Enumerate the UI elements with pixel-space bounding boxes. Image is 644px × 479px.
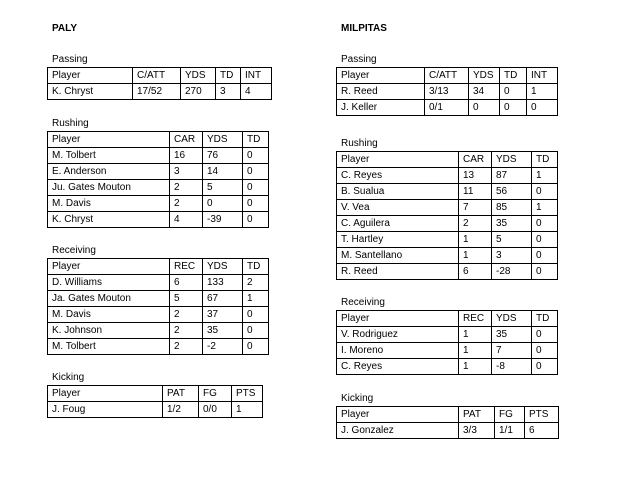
table-cell: 1 [532,200,558,216]
table-cell: 1 [232,402,263,418]
table-cell: -2 [203,339,243,355]
paly-title: PALY [52,23,78,34]
table-cell: 270 [181,84,216,100]
table-cell: 17/52 [133,84,181,100]
table-cell: 2 [243,275,269,291]
table-cell: 1 [459,327,492,343]
column-header: PAT [459,407,495,423]
table-cell: Ju. Gates Mouton [48,180,170,196]
table-row [337,232,558,248]
table-cell: 6 [170,275,203,291]
table-cell: 1/1 [495,423,525,439]
column-header: Player [337,152,459,168]
table-cell: 6 [525,423,559,439]
table-cell: R. Reed [337,84,425,100]
table-cell: -28 [492,264,532,280]
table-header-row [337,68,558,84]
table-cell: 0 [532,216,558,232]
table-cell: 0 [243,196,269,212]
table-header-row [337,311,558,327]
table-cell: 0 [532,327,558,343]
paly-receiving-title: Receiving [52,245,96,256]
table-cell: 0 [532,184,558,200]
table-cell: M. Santellano [337,248,459,264]
milpitas-passing-title: Passing [341,54,377,65]
table-cell: 2 [170,323,203,339]
table-cell: D. Williams [48,275,170,291]
table-cell: 2 [170,339,203,355]
column-header: TD [532,311,558,327]
table-row [48,212,269,228]
table-cell: 1 [459,248,492,264]
table-cell: 16 [170,148,203,164]
table-row [48,196,269,212]
column-header: TD [532,152,558,168]
table-cell: 11 [459,184,492,200]
table-row [337,84,558,100]
column-header: Player [48,68,133,84]
table-row [48,275,269,291]
table-cell: 1 [459,232,492,248]
table-cell: 0 [243,323,269,339]
table-cell: 34 [469,84,500,100]
table-row [48,180,269,196]
column-header: CAR [459,152,492,168]
paly-receiving-table [47,258,269,355]
table-header-row [48,68,272,84]
column-header: Player [48,386,163,402]
table-cell: M. Tolbert [48,339,170,355]
column-header: YDS [181,68,216,84]
column-header: FG [495,407,525,423]
table-cell: -8 [492,359,532,375]
milpitas-passing-table [336,67,558,116]
table-cell: 0 [243,307,269,323]
table-cell: 1 [459,343,492,359]
table-cell: 0/1 [425,100,469,116]
table-row [48,402,263,418]
column-header: REC [170,259,203,275]
table-cell: 76 [203,148,243,164]
table-cell: M. Tolbert [48,148,170,164]
table-row [48,164,269,180]
table-cell: C. Aguilera [337,216,459,232]
table-row [337,327,558,343]
table-cell: 1 [243,291,269,307]
table-cell: M. Davis [48,196,170,212]
table-cell: J. Keller [337,100,425,116]
table-cell: 3 [216,84,241,100]
table-row [48,84,272,100]
table-cell: I. Moreno [337,343,459,359]
table-cell: -39 [203,212,243,228]
table-cell: 6 [459,264,492,280]
column-header: Player [48,259,170,275]
table-row [337,216,558,232]
table-row [337,359,558,375]
table-cell: 0 [527,100,558,116]
table-cell: 5 [203,180,243,196]
milpitas-title: MILPITAS [341,23,387,34]
column-header: YDS [492,311,532,327]
table-cell: 7 [459,200,492,216]
table-cell: M. Davis [48,307,170,323]
table-cell: 3 [492,248,532,264]
table-cell: K. Chryst [48,212,170,228]
milpitas-kicking-table [336,406,559,439]
table-cell: B. Sualua [337,184,459,200]
table-row [48,148,269,164]
table-cell: 1 [527,84,558,100]
table-cell: J. Foug [48,402,163,418]
table-cell: 3 [170,164,203,180]
paly-kicking-title: Kicking [52,372,85,383]
table-row [337,264,558,280]
table-row [337,200,558,216]
column-header: Player [48,132,170,148]
milpitas-kicking-title: Kicking [341,393,374,404]
column-header: C/ATT [133,68,181,84]
column-header: TD [500,68,527,84]
table-cell: 0 [469,100,500,116]
table-cell: Ja. Gates Mouton [48,291,170,307]
paly-rushing-table [47,131,269,228]
table-cell: J. Gonzalez [337,423,459,439]
column-header: FG [199,386,232,402]
table-cell: 0 [243,180,269,196]
table-cell: 35 [492,327,532,343]
column-header: Player [337,311,459,327]
table-cell: 0 [500,84,527,100]
table-cell: 35 [492,216,532,232]
table-header-row [337,407,559,423]
column-header: PTS [525,407,559,423]
table-cell: C. Reyes [337,359,459,375]
table-cell: 2 [170,307,203,323]
table-cell: 0 [243,212,269,228]
table-row [337,423,559,439]
table-cell: K. Chryst [48,84,133,100]
column-header: PAT [163,386,199,402]
table-cell: 0 [532,343,558,359]
column-header: PTS [232,386,263,402]
table-cell: 3/13 [425,84,469,100]
paly-passing-table [47,67,272,100]
milpitas-rushing-table [336,151,558,280]
table-cell: 5 [492,232,532,248]
table-cell: 0/0 [199,402,232,418]
column-header: TD [243,132,269,148]
table-cell: 87 [492,168,532,184]
milpitas-receiving-title: Receiving [341,297,385,308]
table-row [337,168,558,184]
column-header: YDS [469,68,500,84]
table-cell: 0 [532,264,558,280]
table-cell: 2 [170,196,203,212]
table-cell: T. Hartley [337,232,459,248]
table-cell: 14 [203,164,243,180]
table-cell: 37 [203,307,243,323]
table-row [48,307,269,323]
column-header: YDS [492,152,532,168]
table-cell: 56 [492,184,532,200]
table-cell: 133 [203,275,243,291]
column-header: Player [337,407,459,423]
column-header: INT [527,68,558,84]
table-row [48,339,269,355]
column-header: REC [459,311,492,327]
table-cell: 85 [492,200,532,216]
table-cell: E. Anderson [48,164,170,180]
table-cell: 0 [203,196,243,212]
table-cell: 13 [459,168,492,184]
table-cell: 67 [203,291,243,307]
table-cell: 4 [241,84,272,100]
column-header: INT [241,68,272,84]
table-cell: 0 [500,100,527,116]
table-header-row [48,132,269,148]
column-header: YDS [203,259,243,275]
table-cell: 35 [203,323,243,339]
table-cell: 1 [532,168,558,184]
table-cell: 0 [243,148,269,164]
paly-kicking-table [47,385,263,418]
table-row [337,343,558,359]
table-cell: R. Reed [337,264,459,280]
table-cell: 3/3 [459,423,495,439]
table-row [48,323,269,339]
table-cell: V. Rodriguez [337,327,459,343]
milpitas-receiving-table [336,310,558,375]
table-cell: 2 [170,180,203,196]
milpitas-rushing-title: Rushing [341,138,378,149]
paly-rushing-title: Rushing [52,118,89,129]
column-header: TD [243,259,269,275]
table-cell: 4 [170,212,203,228]
table-cell: 0 [243,164,269,180]
table-row [337,100,558,116]
column-header: CAR [170,132,203,148]
table-cell: V. Vea [337,200,459,216]
table-cell: 2 [459,216,492,232]
table-cell: K. Johnson [48,323,170,339]
table-cell: 7 [492,343,532,359]
table-cell: 0 [532,232,558,248]
table-header-row [48,259,269,275]
table-cell: 1/2 [163,402,199,418]
table-cell: 0 [532,248,558,264]
table-header-row [337,152,558,168]
column-header: TD [216,68,241,84]
table-cell: 1 [459,359,492,375]
column-header: C/ATT [425,68,469,84]
table-cell: 5 [170,291,203,307]
table-cell: 0 [243,339,269,355]
table-row [337,184,558,200]
table-row [48,291,269,307]
table-header-row [48,386,263,402]
paly-passing-title: Passing [52,54,88,65]
table-row [337,248,558,264]
column-header: Player [337,68,425,84]
table-cell: 0 [532,359,558,375]
table-cell: C. Reyes [337,168,459,184]
column-header: YDS [203,132,243,148]
